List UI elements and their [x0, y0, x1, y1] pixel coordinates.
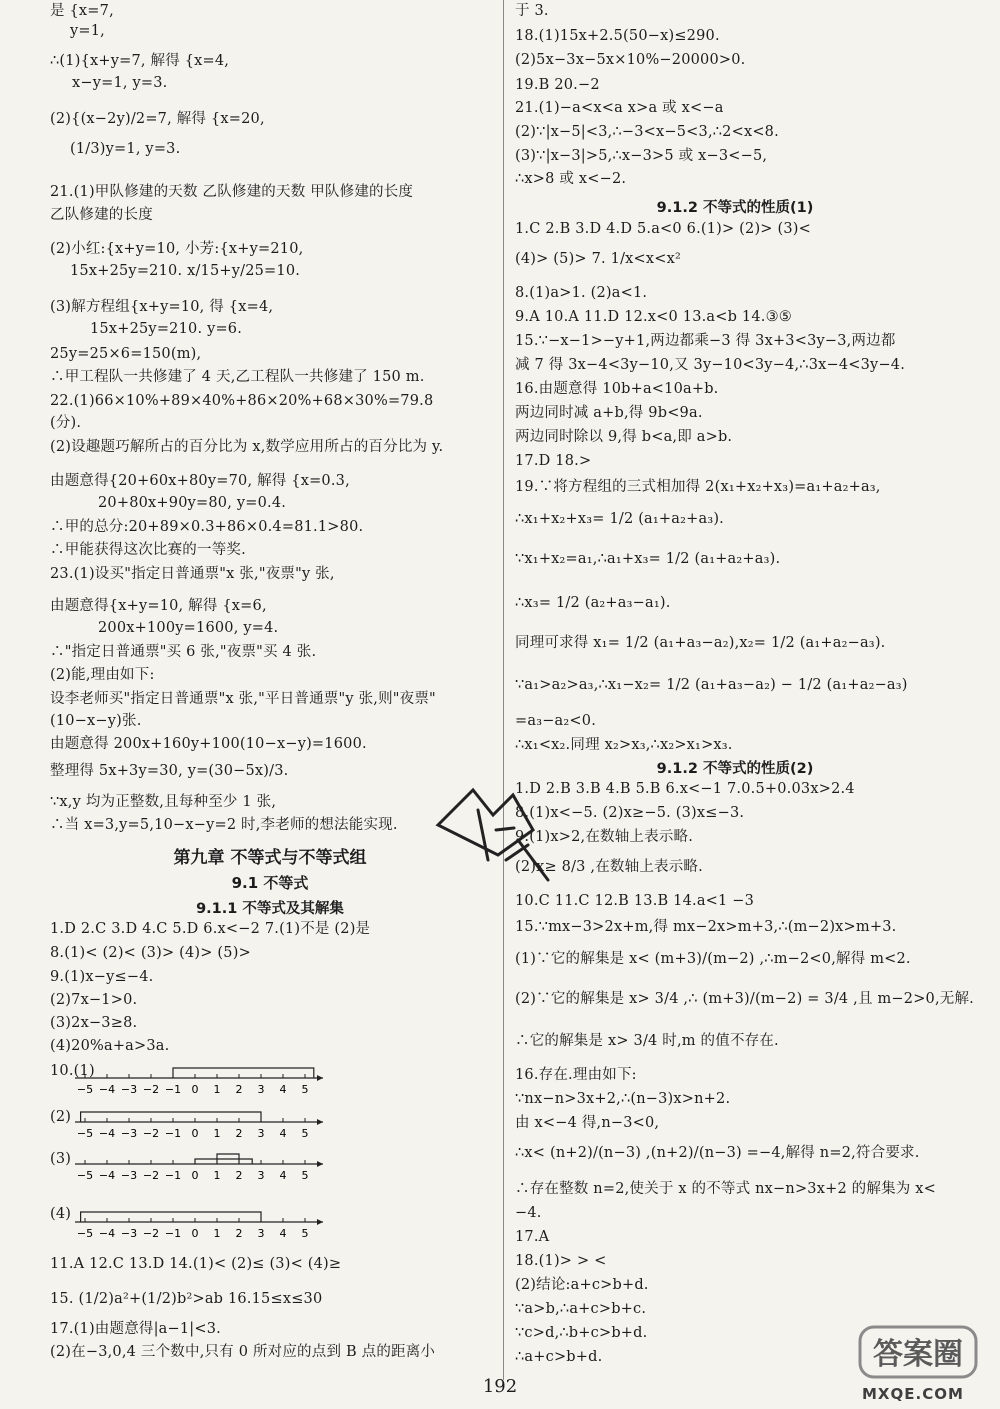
tick-label: −5 — [76, 1127, 94, 1140]
answer-line: 18.(1)> > < — [515, 1253, 607, 1269]
section-title: 9.1.2 不等式的性质(2) — [656, 761, 814, 777]
answer-line: −4. — [515, 1205, 542, 1221]
watermark-logo — [858, 1322, 978, 1382]
number-line-3 — [50, 1150, 330, 1188]
number-line-1 — [50, 1064, 330, 1102]
answer-line: 22.(1)66×10%+89×40%+86×20%+68×30%=79.8 — [50, 393, 434, 409]
answer-line: (3)解方程组{x+y=10, 得 {x=4, — [50, 299, 274, 315]
tick-label: −2 — [142, 1169, 160, 1182]
answer-line: 16.由题意得 10b+a<10a+b. — [515, 381, 719, 397]
tick-label: 3 — [257, 1083, 265, 1096]
answer-line: 由题意得{x+y=10, 解得 {x=6, — [50, 598, 267, 614]
answer-line: (1/3)y=1, y=3. — [70, 141, 181, 157]
tick-label: −4 — [98, 1127, 116, 1140]
tick-label: 1 — [213, 1227, 221, 1240]
tick-label: 0 — [191, 1083, 199, 1096]
answer-line: 19.∵将方程组的三式相加得 2(x₁+x₂+x₃)=a₁+a₂+a₃, — [515, 479, 881, 495]
answer-line: ∴存在整数 n=2,使关于 x 的不等式 nx−n>3x+2 的解集为 x< — [515, 1181, 937, 1197]
page-number: 192 — [482, 1376, 518, 1397]
tick-label: 2 — [235, 1127, 243, 1140]
answer-line: 8.(1)< (2)< (3)> (4)> (5)> — [50, 945, 251, 961]
answer-line: (4) — [50, 1206, 72, 1222]
tick-label: 3 — [257, 1169, 265, 1182]
tick-label: −3 — [120, 1083, 138, 1096]
answer-line: (2){(x−2y)/2=7, 解得 {x=20, — [50, 111, 265, 127]
number-line-4 — [50, 1208, 330, 1246]
answer-line: 17.D 18.> — [515, 453, 592, 469]
tick-label: 4 — [279, 1127, 287, 1140]
axis-arrow — [317, 1161, 323, 1167]
tick-label: 5 — [301, 1227, 309, 1240]
answer-line: ∴甲工程队一共修建了 4 天,乙工程队一共修建了 150 m. — [50, 369, 425, 385]
solution-range — [173, 1068, 314, 1078]
tick-label: 4 — [279, 1169, 287, 1182]
answer-line: 两边同时除以 9,得 b<a,即 a>b. — [515, 429, 733, 445]
answer-line: 15.∵mx−3>2x+m,得 mx−2x>m+3,∴(m−2)x>m+3. — [515, 919, 897, 935]
answer-line: 1.D 2.C 3.D 4.C 5.D 6.x<−2 7.(1)不是 (2)是 — [50, 921, 371, 937]
section-title: 9.1.2 不等式的性质(1) — [656, 200, 814, 216]
answer-line: ∴甲的总分:20+89×0.3+86×0.4=81.1>80. — [50, 519, 364, 535]
axis-arrow — [317, 1119, 323, 1125]
answer-line: 15.∵−x−1>−y+1,两边都乘−3 得 3x+3<3y−3,两边都 — [515, 333, 896, 349]
answer-line: ∴x₁<x₂.同理 x₂>x₃,∴x₂>x₁>x₃. — [515, 737, 733, 753]
answer-line: (4)> (5)> 7. 1/x<x<x² — [515, 251, 681, 267]
tick-label: −2 — [142, 1227, 160, 1240]
answer-line: y=1, — [70, 23, 105, 39]
answer-line: ∴x₁+x₂+x₃= 1/2 (a₁+a₂+a₃). — [515, 511, 724, 527]
watermark-logo-text: 答案圈 — [873, 1337, 963, 1372]
tick-label: 2 — [235, 1083, 243, 1096]
answer-line: (2)∵|x−5|<3,∴−3<x−5<3,∴2<x<8. — [515, 124, 779, 140]
answer-line: 8.(1)a>1. (2)a<1. — [515, 285, 648, 301]
answer-line: 两边同时减 a+b,得 9b<9a. — [515, 405, 703, 421]
tick-label: −2 — [142, 1083, 160, 1096]
answer-line: 是 {x=7, — [50, 3, 114, 19]
answer-line: 由题意得{20+60x+80y=70, 解得 {x=0.3, — [50, 473, 350, 489]
section-title: 9.1 不等式 — [231, 874, 309, 892]
answer-line: 23.(1)设买"指定日普通票"x 张,"夜票"y 张, — [50, 566, 335, 582]
watermark-text: MXQE.COM — [862, 1385, 964, 1403]
answer-line: 16.存在.理由如下: — [515, 1067, 637, 1083]
answer-line: ∴x>8 或 x<−2. — [515, 171, 627, 187]
answer-line: 9.(1)x−y≤−4. — [50, 969, 154, 985]
tick-label: 1 — [213, 1127, 221, 1140]
tick-label: 5 — [301, 1127, 309, 1140]
answer-line: 21.(1)甲队修建的天数 乙队修建的天数 甲队修建的长度 — [50, 184, 414, 200]
answer-line: 15x+25y=210. y=6. — [90, 321, 243, 337]
tick-label: −3 — [120, 1169, 138, 1182]
answer-line: (2)∵它的解集是 x> 3/4 ,∴ (m+3)/(m−2) = 3/4 ,且 m−2>0,无解. — [515, 991, 974, 1007]
answer-line: ∵a₁>a₂>a₃,∴x₁−x₂= 1/2 (a₁+a₃−a₂) − 1/2 (a₁+a₂−a₃) — [515, 677, 908, 693]
answer-line: 减 7 得 3x−4<3y−10,又 3y−10<3y−4,∴3x−4<3y−4. — [515, 357, 906, 373]
tick-label: 0 — [191, 1127, 199, 1140]
tick-label: −4 — [98, 1083, 116, 1096]
answer-line: x−y=1, y=3. — [72, 75, 168, 91]
tick-label: 3 — [257, 1127, 265, 1140]
axis-arrow — [317, 1075, 323, 1081]
tick-label: 0 — [191, 1169, 199, 1182]
column-divider — [503, 0, 504, 1380]
answer-line: ∴"指定日普通票"买 6 张,"夜票"买 4 张. — [50, 644, 317, 660]
answer-line: (1)∵它的解集是 x< (m+3)/(m−2) ,∴m−2<0,解得 m<2. — [515, 951, 911, 967]
answer-line: (3) — [50, 1151, 72, 1167]
tick-label: −3 — [120, 1227, 138, 1240]
answer-line: 设李老师买"指定日普通票"x 张,"平日普通票"y 张,则"夜票" — [50, 691, 436, 707]
answer-line: 10.C 11.C 12.B 13.B 14.a<1 −3 — [515, 893, 755, 909]
answer-line: 25y=25×6=150(m), — [50, 346, 202, 362]
tick-label: 2 — [235, 1227, 243, 1240]
tick-label: −5 — [76, 1169, 94, 1182]
axis-arrow — [317, 1219, 323, 1225]
answer-line: (10−x−y)张. — [50, 713, 142, 729]
answer-line: 200x+100y=1600, y=4. — [98, 620, 279, 636]
answer-line: (2) — [50, 1109, 72, 1125]
answer-line: 15x+25y=210. x/15+y/25=10. — [70, 263, 301, 279]
answer-line: 乙队修建的长度 — [50, 207, 153, 223]
tick-label: 4 — [279, 1083, 287, 1096]
answer-line: 10.(1) — [50, 1063, 95, 1079]
tick-label: 3 — [257, 1227, 265, 1240]
subsection-title: 9.1.1 不等式及其解集 — [196, 901, 344, 917]
answer-line: ∵c>d,∴b+c>b+d. — [515, 1325, 648, 1341]
answer-line: ∴(1){x+y=7, 解得 {x=4, — [50, 53, 230, 69]
tick-label: 5 — [301, 1169, 309, 1182]
answer-line: 21.(1)−a<x<a x>a 或 x<−a — [515, 100, 724, 116]
answer-line: (4)20%a+a>3a. — [50, 1038, 170, 1054]
answer-line: ∴x₃= 1/2 (a₂+a₃−a₁). — [515, 595, 671, 611]
answer-line: 同理可求得 x₁= 1/2 (a₁+a₃−a₂),x₂= 1/2 (a₁+a₂−a₃). — [515, 635, 886, 651]
answer-line: 于 3. — [515, 3, 549, 19]
answer-line: 1.D 2.B 3.B 4.B 5.B 6.x<−1 7.0.5+0.03x>2.4 — [515, 781, 855, 797]
answer-line: ∴当 x=3,y=5,10−x−y=2 时,李老师的想法能实现. — [50, 817, 398, 833]
tick-label: −1 — [164, 1227, 182, 1240]
tick-label: −5 — [76, 1227, 94, 1240]
answer-line: (2)能,理由如下: — [50, 667, 155, 683]
answer-line: ∴a+c>b+d. — [515, 1349, 603, 1365]
tick-label: −3 — [120, 1127, 138, 1140]
tick-label: 2 — [235, 1169, 243, 1182]
tick-label: −5 — [76, 1083, 94, 1096]
answer-line: (2)在−3,0,4 三个数中,只有 0 所对应的点到 B 点的距离小 — [50, 1344, 436, 1360]
tick-label: 1 — [213, 1083, 221, 1096]
answer-line: 由 x<−4 得,n−3<0, — [515, 1115, 660, 1131]
tick-label: −4 — [98, 1227, 116, 1240]
answer-line: (3)∵|x−3|>5,∴x−3>5 或 x−3<−5, — [515, 148, 768, 164]
tick-label: −1 — [164, 1083, 182, 1096]
answer-line: (3)2x−3≥8. — [50, 1015, 138, 1031]
answer-line: 11.A 12.C 13.D 14.(1)< (2)≤ (3)< (4)≥ — [50, 1256, 342, 1272]
number-line-2 — [50, 1108, 330, 1146]
tick-label: 0 — [191, 1227, 199, 1240]
answer-line: 1.C 2.B 3.D 4.D 5.a<0 6.(1)> (2)> (3)< — [515, 221, 811, 237]
answer-line: 20+80x+90y=80, y=0.4. — [98, 495, 287, 511]
answer-line: 8.(1)x<−5. (2)x≥−5. (3)x≤−3. — [515, 805, 745, 821]
handwritten-stamp — [418, 770, 568, 890]
tick-label: −2 — [142, 1127, 160, 1140]
answer-line: 整理得 5x+3y=30, y=(30−5x)/3. — [50, 763, 289, 779]
answer-line: 15. (1/2)a²+(1/2)b²>ab 16.15≤x≤30 — [50, 1291, 323, 1307]
answer-line: (2)结论:a+c>b+d. — [515, 1277, 649, 1293]
tick-label: 5 — [301, 1083, 309, 1096]
answer-line: 9.(1)x>2,在数轴上表示略. — [515, 829, 694, 845]
answer-line: ∵x,y 均为正整数,且每种至少 1 张, — [50, 794, 277, 810]
tick-label: −4 — [98, 1169, 116, 1182]
answer-line: (2)x≥ 8/3 ,在数轴上表示略. — [515, 859, 703, 875]
answer-line: (2)7x−1>0. — [50, 992, 138, 1008]
answer-line: ∵nx−n>3x+2,∴(n−3)x>n+2. — [515, 1091, 731, 1107]
answer-line: ∴甲能获得这次比赛的一等奖. — [50, 542, 246, 558]
tick-label: −1 — [164, 1169, 182, 1182]
answer-line: 17.A — [515, 1229, 550, 1245]
solution-range — [81, 1212, 261, 1222]
answer-line: ∵a>b,∴a+c>b+c. — [515, 1301, 647, 1317]
answer-line: 9.A 10.A 11.D 12.x<0 13.a<b 14.③⑤ — [515, 309, 792, 325]
solution-range — [195, 1159, 252, 1164]
answer-line: 19.B 20.−2 — [515, 77, 600, 93]
answer-line: ∴它的解集是 x> 3/4 时,m 的值不存在. — [515, 1033, 779, 1049]
answer-line: (2)5x−3x−5x×10%−20000>0. — [515, 52, 746, 68]
tick-label: 4 — [279, 1227, 287, 1240]
tick-label: −1 — [164, 1127, 182, 1140]
chapter-title: 第九章 不等式与不等式组 — [173, 848, 367, 868]
answer-line: ∵x₁+x₂=a₁,∴a₁+x₃= 1/2 (a₁+a₂+a₃). — [515, 551, 781, 567]
answer-line: 18.(1)15x+2.5(50−x)≤290. — [515, 28, 720, 44]
answer-line: =a₃−a₂<0. — [515, 713, 596, 729]
answer-line: 17.(1)由题意得|a−1|<3. — [50, 1321, 221, 1337]
answer-line: (2)小红:{x+y=10, 小芳:{x+y=210, — [50, 241, 304, 257]
answer-line: (2)设趣题巧解所占的百分比为 x,数学应用所占的百分比为 y. — [50, 439, 444, 455]
tick-label: 1 — [213, 1169, 221, 1182]
answer-line: ∴x< (n+2)/(n−3) ,(n+2)/(n−3) =−4,解得 n=2,符合要求. — [515, 1145, 920, 1161]
solution-range — [81, 1112, 261, 1122]
answer-line: (分). — [50, 415, 82, 431]
answer-line: 由题意得 200x+160y+100(10−x−y)=1600. — [50, 736, 367, 752]
